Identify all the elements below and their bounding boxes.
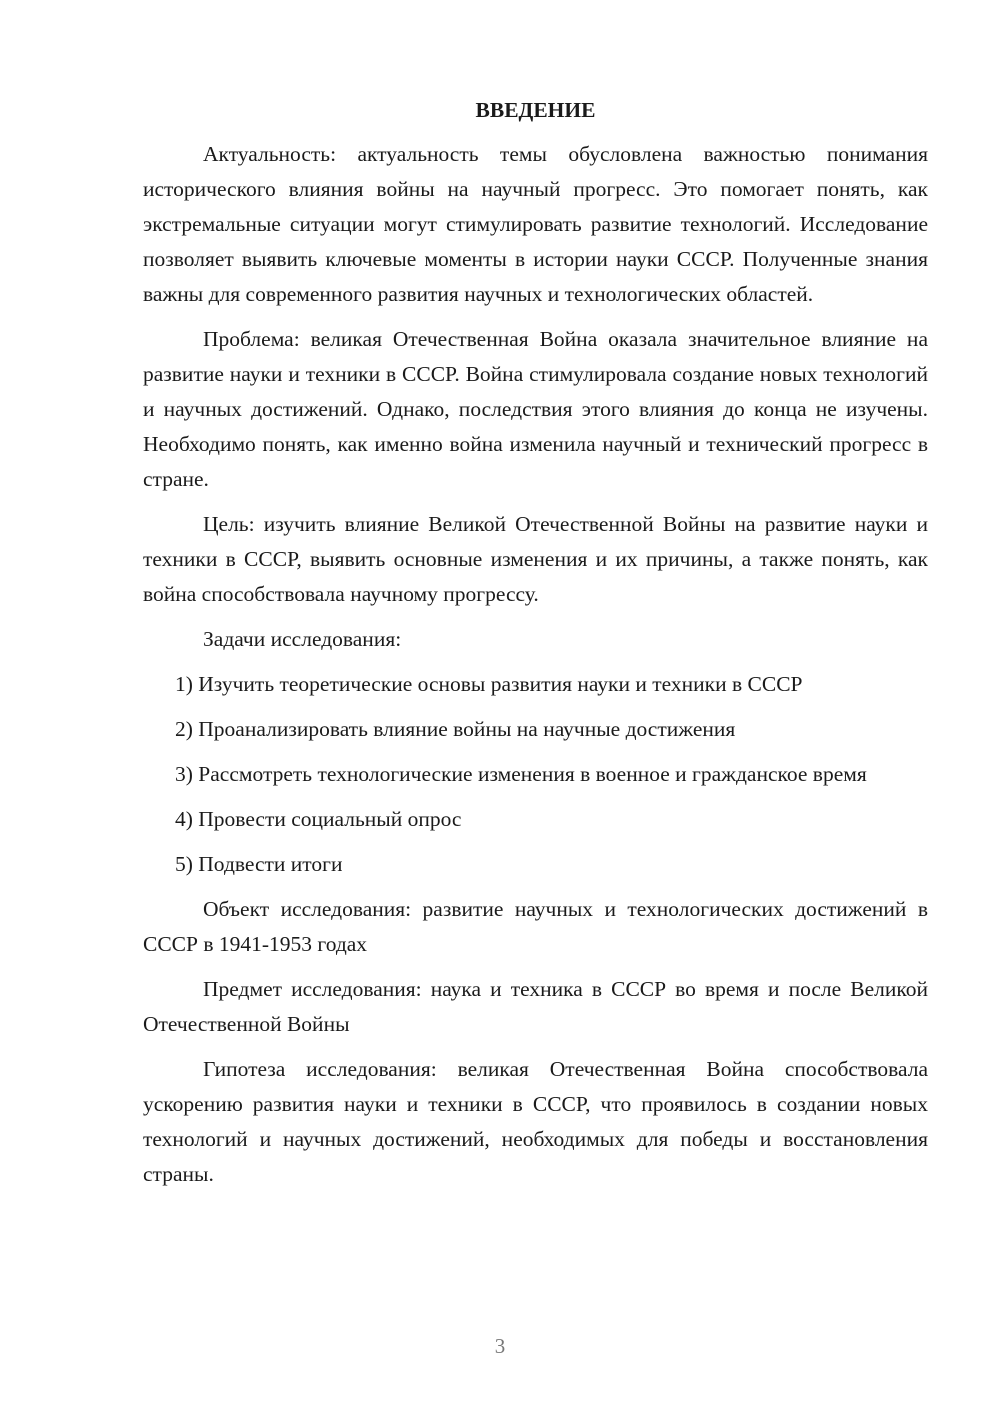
section-title: ВВЕДЕНИЕ: [475, 98, 596, 122]
task-item-3: 3) Рассмотреть технологические изменения в военное и гражданское время: [175, 762, 867, 786]
paragraph-goal: Цель: изучить влияние Великой Отечественной Войны на развитие науки и техники в СССР, выявить основные изменения и их причины, а также понять, как война способствовала научному прогрессу.: [143, 512, 928, 606]
paragraph-subject: Предмет исследования: наука и техника в СССР во время и после Великой Отечественной Войны: [143, 977, 928, 1036]
task-item-1: 1) Изучить теоретические основы развития науки и техники в СССР: [175, 672, 803, 696]
paragraph-tasks-heading: Задачи исследования:: [203, 627, 402, 651]
task-item-2: 2) Проанализировать влияние войны на научные достижения: [175, 717, 736, 741]
paragraph-relevance: Актуальность: актуальность темы обусловлена важностью понимания исторического влияния войны на научный прогресс. Это помогает понять, как экстремальные ситуации могут стимулировать развитие технологий. Исследование позволяет выявить ключевые моменты в истории науки СССР. Полученные знания важны для современного развития научных и технологических областей.: [143, 142, 928, 306]
page-number: 3: [494, 1334, 506, 1358]
paragraph-problem: Проблема: великая Отечественная Война оказала значительное влияние на развитие науки и техники в СССР. Война стимулировала создание новых технологий и научных достижений. Однако, последствия этого влияния до конца не изучены. Необходимо понять, как именно война изменила научный и технический прогресс в стране.: [143, 327, 928, 491]
paragraph-hypothesis: Гипотеза исследования: великая Отечественная Война способствовала ускорению развития науки и техники в СССР, что проявилось в создании новых технологий и научных достижений, необходимых для победы и восстановления страны.: [143, 1057, 928, 1186]
paragraph-object: Объект исследования: развитие научных и технологических достижений в СССР в 1941-1953 годах: [143, 897, 928, 956]
task-item-5: 5) Подвести итоги: [175, 852, 343, 876]
task-item-4: 4) Провести социальный опрос: [175, 807, 462, 831]
document-page: [143, 93, 928, 1202]
